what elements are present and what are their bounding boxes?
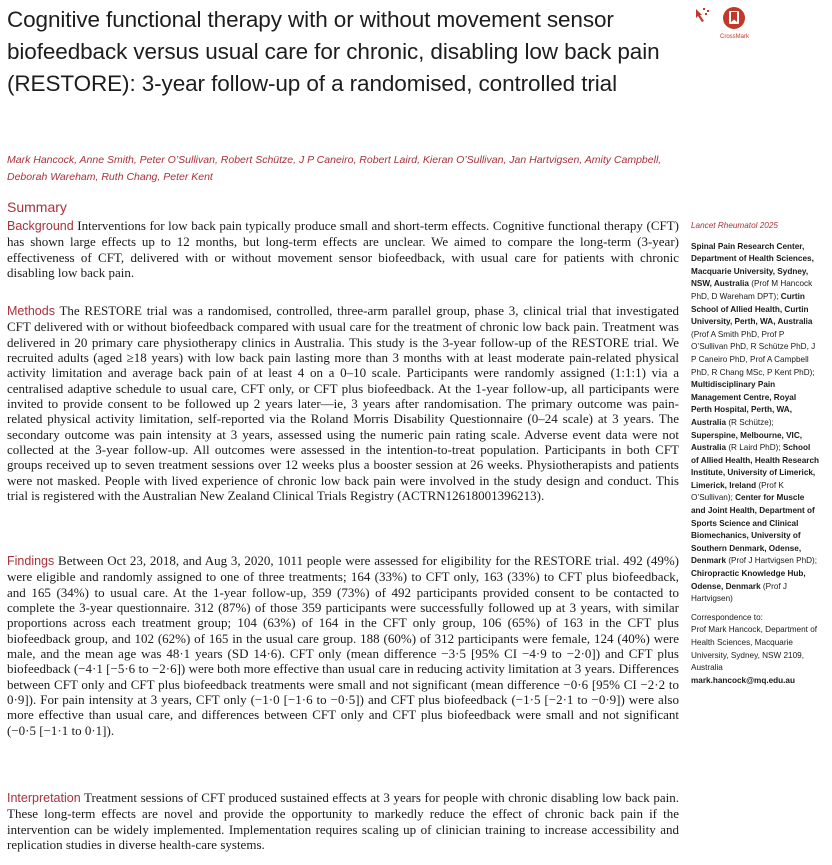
correspondence-text: Prof Mark Hancock, Department of Health Sciences, Macquarie University, Sydney, NSW 2109, Australia <box>691 625 818 673</box>
sidebar <box>691 220 819 687</box>
findings-label: Findings <box>7 554 55 568</box>
findings-text: Between Oct 23, 2018, and Aug 3, 2020, 1011 people were assessed for eligibility for the RESTORE trial. 492 (49%) were eligible and randomly assigned to one of three treatments; 164 (33%) to CFT only, 163 (33%) to CFT plus biofeedback, and 165 (34%) to usual care. At the 1-year follow-up, 359 (73%) of 492 participants provided consent to be contacted to complete the 3-year questionnaire. 312 (87%) of those 359 participants were successfully followed up at 3 years, with similar proportions across each treatment group; 104 (63%) of 164 in the CFT only group, 106 (65%) of 163 in the CFT plus biofeedback group, and 102 (62%) of 165 in the usual care group. 188 (60%) of 312 participants were female, 124 (40%) were male, and the mean age was 48·1 years (SD 14·6). CFT only (mean difference −3·5 [95% CI −4·9 to −2·0]) and CFT plus biofeedback (−4·1 [−5·6 to −2·6]) were both more effective than usual care in reducing activity limitation at 3 years. Differences between CFT only and CFT plus biofeedback treatments were small and not significant (mean difference −0·6 [95% CI −2·2 to 0·9]). For pain intensity at 3 years, CFT only (−1·0 [−1·6 to −0·5]) and CFT plus biofeedback (−1·5 [−2·1 to −0·9]) were also more effective than usual care, and differences between CFT only and CFT plus biofeedback were small and not significant (−0·5 [−1·1 to 0·1]). <box>7 553 679 738</box>
affiliation-name: Spinal Pain Research Center, Department of Health Sciences, Macquarie University, Sydney, NSW, Australia <box>691 241 814 289</box>
affiliations <box>691 241 819 606</box>
affiliation-people: (Prof M Hancock PhD, D Wareham DPT); <box>691 279 813 301</box>
affiliation-people: (R Schütze); <box>726 417 774 427</box>
correspondence-label: Correspondence to: <box>691 612 763 622</box>
interpretation-text: Treatment sessions of CFT produced sustained effects at 3 years for people with chronic disabling low back pain. These long-term effects are novel and provide the opportunity to markedly reduce the effect of chronic back pain if the intervention can be widely implemented. Implementation requires scaling up of clinician training to increase accessibility and replication studies in diverse health-care systems. <box>7 790 679 853</box>
article-title: Cognitive functional therapy with or without movement sensor biofeedback versus usual care for chronic, disabling low back pain (RESTORE): 3-year follow-up of a randomised, controlled trial <box>7 7 660 96</box>
affiliation-people: (Prof K O’Sullivan); <box>691 480 784 503</box>
affiliation-people: (R Laird PhD); <box>726 443 783 453</box>
affiliation-name: Center for Muscle and Joint Health, Department of Sports Science and Clinical Biomechanics, University of Southern Denmark, Odense, Denmark <box>691 493 815 566</box>
summary-heading: Summary <box>7 199 67 215</box>
affiliation-people: (Prof J Hartvigsen) <box>691 581 788 604</box>
affiliation-name: Chiropractic Knowledge Hub, Odense, Denmark <box>691 569 806 591</box>
interpretation-section <box>7 790 679 852</box>
background-label: Background <box>7 219 74 233</box>
background-text: Interventions for low back pain typically produce small and short-term effects. Cognitive functional therapy (CFT) has shown large effects up to 12 months, but long-term effects are unclear. We aimed to compare the long-term (3-year) effectiveness of CFT, delivered with or without movement sensor biofeedback, with usual care for patients with chronic disabling low back pain. <box>7 218 679 281</box>
methods-section <box>7 303 679 503</box>
correspondence-email[interactable]: mark.hancock@mq.edu.au <box>691 675 795 685</box>
affiliation-name: School of Allied Health, Health Research Institute, University of Limerick, Limerick, Ireland <box>691 443 820 490</box>
methods-text: The RESTORE trial was a randomised, controlled, three-arm parallel group, phase 3, clinical trial that investigated CFT delivered with or without biofeedback compared with usual care for the treatment of chronic low back pain. Treatment was delivered in 20 primary care physiotherapy clinics in Australia. This study is the 3-year follow-up of the RESTORE trial. We recruited adults (aged ≥18 years) with low back pain lasting more than 3 months with at least moderate pain-related physical activity limitation and average back pain of at least 4 on a 0–10 scale. Participants were randomly assigned (1:1:1) via a centralised adaptive schedule to usual care, CFT only, or CFT plus biofeedback. At the 1-year follow-up, all participants were invited to provide consent to be followed up 2 years later—ie, 3 years after randomisation. The primary outcome was pain-related physical activity limitation, self-reported via the Roland Morris Disability Questionnaire (0–24 scale) at 3 years. The secondary outcome was pain intensity at 3 years, assessed using the numeric pain rating scale. Adverse event data were not collected at the 3-year follow-up. All outcomes were assessed in the intention-to-treat population. Participants in both CFT groups received up to seven treatment sessions over 12 weeks plus a booster session at 26 weeks. Physiotherapists and patients were not masked. People with lived experience of chronic low back pain were involved in the study design and conduct. This trial is registered with the Australian New Zealand Clinical Trials Registry (ACTRN12618001396213). <box>7 303 679 504</box>
affiliation-name: Curtin School of Allied Health, Curtin University, Perth, WA, Australia <box>691 291 813 327</box>
affiliation-people: (Prof A Smith PhD, Prof P O’Sullivan PhD, R Schütze PhD, J P Caneiro PhD, Prof A Campbell PhD, R Chang MSc, P Kent PhD); <box>691 329 816 377</box>
author-list: Mark Hancock, Anne Smith, Peter O’Sullivan, Robert Schütze, J P Caneiro, Robert Laird, Kieran O’Sullivan, Jan Hartvigsen, Amity Campbell, Deborah Wareham, Ruth Chang, Peter Kent <box>7 154 662 183</box>
crossmark-label: CrossMark <box>720 34 750 40</box>
affiliation-name: Multidisciplinary Pain Management Centre, Royal Perth Hospital, Perth, WA, Australia <box>691 380 797 427</box>
background-section <box>7 218 679 280</box>
affiliation-name: Superspine, Melbourne, VIC, Australia <box>691 430 803 453</box>
methods-label: Methods <box>7 304 55 318</box>
journal-reference: Lancet Rheumatol 2025 <box>691 221 778 230</box>
findings-section <box>7 553 679 738</box>
affiliation-people: (Prof J Hartvigsen PhD); <box>726 556 818 566</box>
interpretation-label: Interpretation <box>7 791 81 805</box>
